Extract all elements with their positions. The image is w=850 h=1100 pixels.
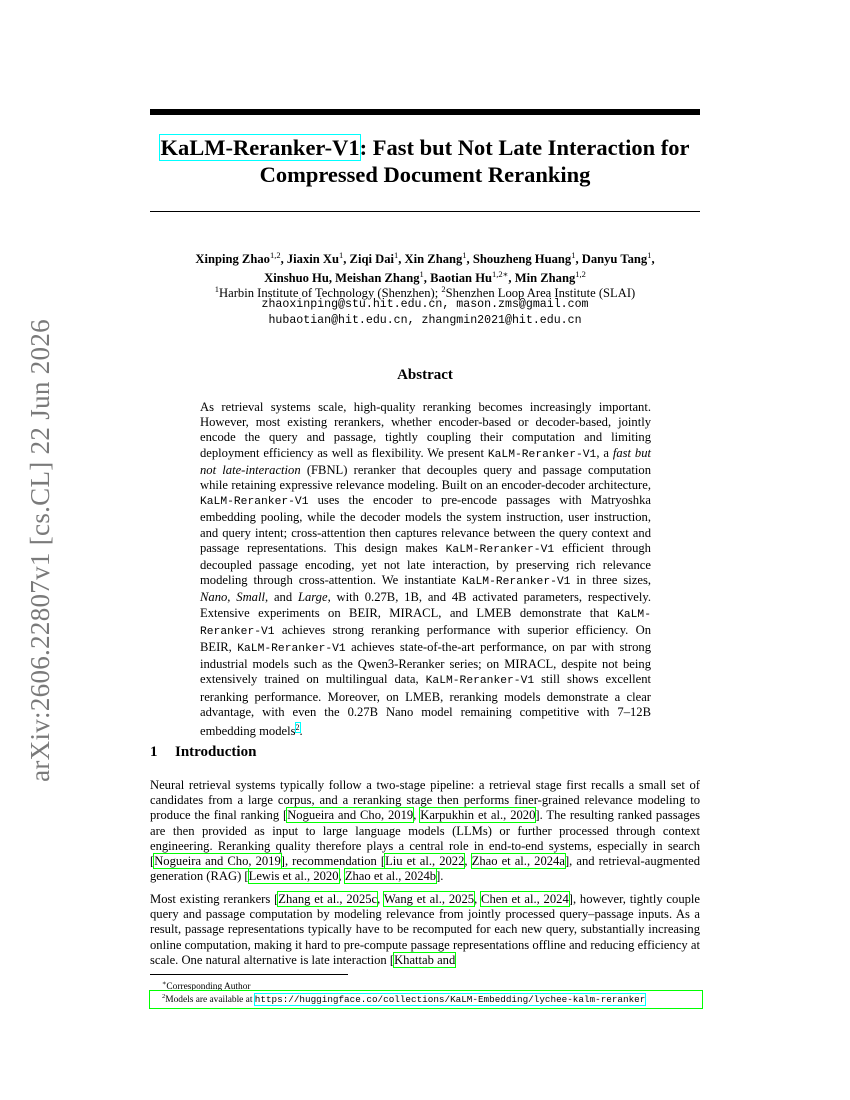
footnote-corresponding: ∗Corresponding Author bbox=[162, 980, 251, 993]
arxiv-sidebar bbox=[22, 310, 58, 790]
author-list: Xinping Zhao$^{1,2}$, Jiaxin Xu$^1$, Ziqi Dai$^1$, Xin Zhang$^1$, Shouzheng Huang$^1$, Danyu Tang$^1$, Xinshuo Hu, Meishan Zhang$^1$, Baotian $Hu^{1,2∗}$, Min Zhang$^{1,2}$ bbox=[195, 250, 655, 286]
author: Min Zhang bbox=[514, 271, 576, 286]
citation-link[interactable]: Zhao et al., 2024a bbox=[471, 854, 565, 869]
footnote-rule bbox=[150, 974, 348, 975]
abstract-heading: Abstract bbox=[397, 367, 453, 383]
section-heading-introduction: 1 Introduction bbox=[150, 744, 257, 760]
citation-link[interactable]: Zhao et al., 2024b bbox=[344, 869, 437, 884]
author: Ziqi Dai bbox=[349, 252, 394, 267]
citation-link[interactable]: Khattab and bbox=[394, 952, 456, 967]
abstract-body: As retrieval systems scale, high-quality reranking becomes increasingly important. However, most existing rerankers, whether encoder-based or decoder-based, jointly encode the query and passage, tightly coupling their computation and limiting deployment efficiency as well as flexibility. We present KaLM-Reranker-V1, a fast but not late-interaction (FBNL) reranker that decouples query and passage computation while retaining expressive relevance modeling. Built on an encoder-decoder architecture, KaLM-Reranker-V1 uses the encoder to pre-encode passages with Matryoshka embedding pooling, while the decoder models the system instruction, user instruction, and query intent; cross-attention then captures relevance between the query context and passage representations. This design makes KaLM-Reranker-V1 efficient through decoupled passage encoding, yet not late interaction, by preserving rich relevance modeling through cross-attention. We instantiate KaLM-Reranker-V1 in three sizes, Nano, Small, and Large, with 0.27B, 1B, and 4B activated parameters, respectively. Extensive experiments on BEIR, MIRACL, and LMEB demonstrate that KaLM-Reranker-V1 achieves strong reranking performance with superior efficiency. On BEIR, KaLM-Reranker-V1 achieves state-of-the-art performance, on par with strong industrial models such as the Qwen3-Reranker series; on MIRACL, despite not being extensively trained on multilingual data, KaLM-Reranker-V1 still shows excellent reranking performance. Moreover, on LMEB, reranking models demonstrate a clear advantage, with even the 0.27B Nano model remaining competitive with 7–12B embedding models$^2$. bbox=[200, 400, 652, 739]
author: Xinshuo Hu bbox=[264, 271, 329, 286]
footnote-models: $^2$Models are available at https://huggingface.co/collections/KaLM-Embedding/lychee-kalm-reranker bbox=[150, 991, 702, 1008]
title-top-rule bbox=[150, 109, 700, 115]
intro-paragraph-2: Most existing rerankers [Zhang et al., 2025c, Wang et al., 2025, Chen et al., 2024], however, tightly couple query and passage computation by modeling relevance from jointly processed query–passage inputs. As a result, passage representations typically have to be recomputed for each new query, substantially increasing online computation, making it hard to pre-compute passage representations offline and reducing efficiency at scale. One natural alternative is late interaction [Khattab and bbox=[150, 892, 701, 967]
author: Baotian Hu bbox=[430, 271, 492, 286]
title-line1: : Fast but Not Late Interaction for bbox=[359, 135, 690, 160]
citation-link[interactable]: Nogueira and Cho, 2019 bbox=[287, 808, 414, 823]
citation-link[interactable]: Chen et al., 2024 bbox=[481, 892, 569, 906]
author: Xinping Zhao bbox=[195, 252, 270, 267]
author: Jiaxin Xu bbox=[286, 252, 339, 267]
arxiv-identifier: arXiv:2606.22807v1 [cs.CL] 22 Jun 2026 bbox=[24, 318, 55, 782]
title-bottom-rule bbox=[150, 211, 700, 212]
author: Xin Zhang bbox=[404, 252, 463, 267]
affiliations: $^1$Harbin Institute of Technology (Shenzhen); $^2$Shenzhen Loop Area Institute (SLAI) bbox=[214, 284, 636, 301]
email-line: hubaotian@hit.edu.cn, zhangmin2021@hit.edu.cn bbox=[268, 314, 582, 327]
citation-link[interactable]: Karpukhin et al., 2020 bbox=[420, 808, 536, 823]
huggingface-url-link[interactable]: https://huggingface.co/collections/KaLM-Embedding/lychee-kalm-reranker bbox=[254, 994, 646, 1006]
citation-link[interactable]: Lewis et al., 2020 bbox=[248, 869, 339, 884]
author: Danyu Tang bbox=[581, 252, 648, 267]
author: Shouzheng Huang bbox=[472, 252, 572, 267]
author: Meishan Zhang bbox=[335, 271, 420, 286]
citation-link[interactable]: Nogueira and Cho, 2019 bbox=[154, 854, 281, 869]
title-line2: Compressed Document Reranking bbox=[259, 162, 591, 187]
title-model-link[interactable]: KaLM-Reranker-V1 bbox=[160, 135, 360, 160]
intro-paragraph-1: Neural retrieval systems typically follow a two-stage pipeline: a retrieval stage first recalls a small set of candidates from a large corpus, and a reranking stage then performs finer-grained relevance modeling to produce the final ranking [Nogueira and Cho, 2019, Karpukhin et al., 2020]. The resulting ranked passages are then provided as input to large language models (LLMs) or further processed through context engineering. Reranking quality therefore plays a central role in end-to-end systems, especially in search [Nogueira and Cho, 2019], recommendation [Liu et al., 2022, Zhao et al., 2024a], and retrieval-augmented generation (RAG) [Lewis et al., 2020, Zhao et al., 2024b]. bbox=[150, 778, 700, 884]
paper-title bbox=[150, 134, 700, 188]
author-emails bbox=[150, 297, 700, 329]
email-line: zhaoxinping@stu.hit.edu.cn, mason.zms@gmail.com bbox=[261, 298, 589, 311]
footnote-link[interactable]: 2 bbox=[295, 723, 300, 733]
citation-link[interactable]: Liu et al., 2022 bbox=[385, 854, 465, 869]
citation-link[interactable]: Wang et al., 2025 bbox=[383, 892, 475, 906]
citation-link[interactable]: Zhang et al., 2025c bbox=[278, 892, 378, 906]
